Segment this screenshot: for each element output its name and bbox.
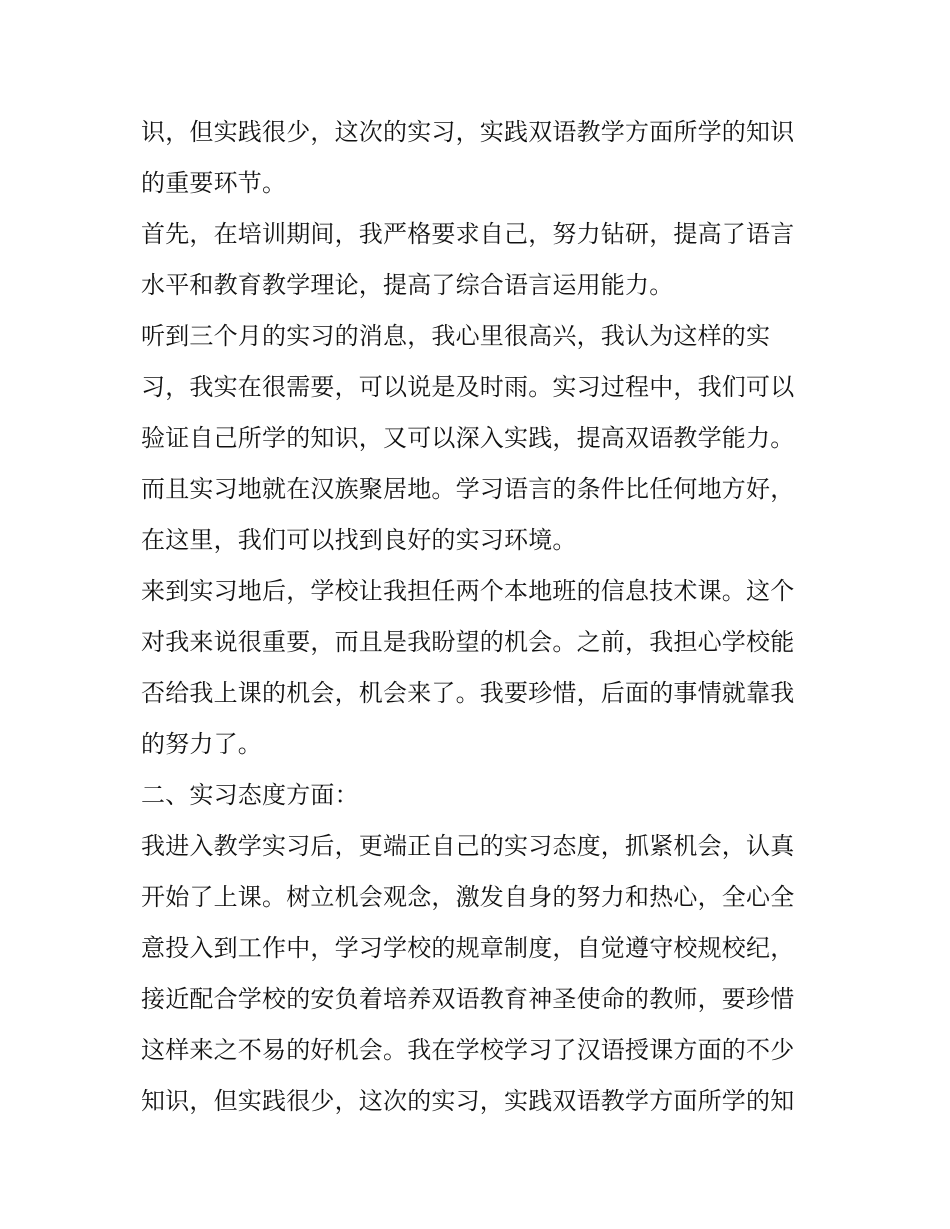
text-line: 水平和教育教学理论，提高了综合语言运用能力。 [141,271,674,299]
document-body [141,107,821,1127]
text-line: 听到三个月的实习的消息，我心里很高兴，我认为这样的实 [141,322,771,350]
text-line: 对我来说很重要，而且是我盼望的机会。之前，我担心学校能 [141,628,795,656]
text-line: 知识，但实践很少，这次的实习，实践双语教学方面所学的知 [141,1087,795,1115]
text-line: 首先，在培训期间，我严格要求自己，努力钻研，提高了语言 [141,220,795,248]
section-heading: 二、实习态度方面： [141,781,359,809]
text-line: 否给我上课的机会，机会来了。我要珍惜，后面的事情就靠我 [141,679,795,707]
text-line: 开始了上课。树立机会观念，激发自身的努力和热心，全心全 [141,883,795,911]
text-line: 的重要环节。 [141,169,287,197]
text-line: 这样来之不易的好机会。我在学校学习了汉语授课方面的不少 [141,1036,795,1064]
text-line: 接近配合学校的安负着培养双语教育神圣使命的教师，要珍惜 [141,985,795,1013]
text-line: 识，但实践很少，这次的实习，实践双语教学方面所学的知识 [141,118,795,146]
text-line: 验证自己所学的知识，又可以深入实践，提高双语教学能力。 [141,424,795,452]
text-line: 意投入到工作中，学习学校的规章制度，自觉遵守校规校纪， [141,934,795,962]
text-line: 的努力了。 [141,730,262,758]
text-line: 我进入教学实习后，更端正自己的实习态度，抓紧机会，认真 [141,832,795,860]
text-line: 来到实习地后，学校让我担任两个本地班的信息技术课。这个 [141,577,795,605]
text-line: 而且实习地就在汉族聚居地。学习语言的条件比任何地方好， [141,475,795,503]
text-line: 在这里，我们可以找到良好的实习环境。 [141,526,577,554]
text-line: 习，我实在很需要，可以说是及时雨。实习过程中，我们可以 [141,373,795,401]
